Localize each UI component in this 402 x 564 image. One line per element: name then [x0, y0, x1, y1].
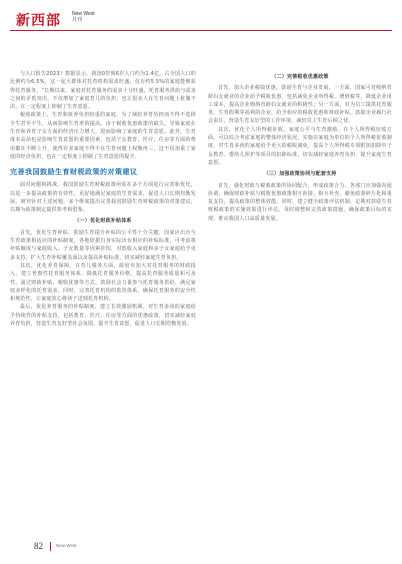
paragraph: 最后，优化养育服务的补贴制度，建立长效激励机制。对生育多孩的家庭给予持续性的补贴支持，包括教育、医疗、住房等方面的优惠政策，切实减轻家庭养育负担，营造生育友好型社会氛围，提升生育意愿，促进人口长期均衡发展。: [10, 304, 196, 328]
section-title: 完善我国鼓励生育财税政策的对策建议: [10, 168, 138, 177]
page-header: [0, 0, 402, 34]
paragraph: 首先，加大企业税收优惠，鼓励生育与企业发展。一方面，国家可对吸纳育龄妇女就业的企业给予税收优惠，包括减免企业所得税、增值税等，降低企业用工成本，提高企业吸纳育龄妇女就业的积极性；另一方面，对为员工提供托育服务、生育假期等福利的企业，给予相应的税收优惠和财政补贴，鼓励企业履行社会责任，营造生育友好型的工作环境，减轻员工生育后顾之忧。: [208, 85, 392, 125]
footer-divider: [50, 542, 51, 551]
subsection-title: （一）优化财政补贴体系: [74, 218, 132, 225]
logo-en-line2: 月刊: [72, 17, 83, 23]
subsection-title: （二）完善税收优惠政策: [271, 74, 329, 80]
footer-label: New West: [56, 543, 77, 548]
page-footer: [10, 540, 392, 554]
paragraph: 与人口报告2023》数据显示，我国0岁到6岁人口约为1.4亿，占全国人口的比例约为6.5%，这一庞大群体对托育机构需求旺盛，仅有约5.5%的家庭能够获得托育服务。“长期以来，家庭对托育服务的需求十分旺盛，托育服务供给与需求之间的矛盾突出，不仅增加了家庭育儿的负担，也让很多人在生育问题上犹豫不决，在一定程度上抑制了生育意愿。: [10, 71, 196, 111]
paragraph: 其次，优化养育保障。在育儿服务方面，政府应加大对托育服务的财政投入，建立普惠性托育服务体系，降低托育服务价格，提高托育服务质量和可及性。通过财政补贴、税收优惠等方式，鼓励社会力量参与托育服务供给，满足家庭多样化的托育需求。同时，完善托育机构的监管体系，确保托育服务的安全性和规范性，让家庭放心将孩子送到托育机构。: [10, 262, 196, 303]
left-column: [10, 70, 196, 328]
header-divider: [10, 30, 392, 31]
paragraph: 税收政策上，生育和抚养负担较重的家庭，为了减轻养育负担而不得不选择少生甚至不生，从而影响生育率的提高。由于税收优惠政策的缺失，导致家庭在生育和养育子女方面的经济压力增大，进而影响了家庭的生育意愿。此外，生育成本高昂也是影响生育意愿的重要因素，包括子女教育、医疗、住房等方面的费用都在不断上升，使得许多家庭不得不在生育问题上权衡再三，这不仅加重了家庭的经济负担，也在一定程度上抑制了生育意愿的提升。: [10, 112, 196, 160]
magazine-logo: 新西部: [16, 13, 61, 29]
subsection-title: （三）加强政策协同与配套支持: [263, 171, 337, 178]
page-number: 82: [34, 541, 43, 551]
logo-en-line1: New West: [72, 11, 95, 17]
paragraph: 其次，优化个人所得税征收。家庭公平与生育激励。在个人所得税征收方面，可以综合考虑家庭的整体经济状况，实施以家庭为单位的个人所得税征收制度，对生育多孩的家庭给予更大的税收减免，提高个人所得税专项附加扣除中子女教育、婴幼儿照护等项目的扣除标准，切实减轻家庭养育负担，提升家庭生育意愿。: [208, 126, 392, 166]
paragraph: 首先，优化生育补贴。鼓励生育提升补贴的公平性十分关键，国家应出台与生育政策相适应的补贴制度，各地依据自身实际出台相应的补贴标准，可考虑将补贴额度与家庭收入、子女数量等因素挂钩，对低收入家庭和多子女家庭给予更多支持，扩大生育补贴覆盖面以及提高补贴标准，切实减轻家庭生育负担。: [10, 229, 196, 261]
right-column: [208, 70, 392, 223]
paragraph: 面对问题和挑战，我国鼓励生育财税政策亟需在多个方面进行完善和优化，以进一步提高政策的有效性，更好地满足家庭的生育需求，促进人口长期均衡发展。研究针对上述问题，多个维度提出完善我国鼓励生育财税政策的对策建议，以期为政策制定提供参考和借鉴。: [10, 182, 196, 214]
paragraph: 首先，强化财政与税收政策的协同配合，形成政策合力。各部门应加强沟通协调，确保财政补贴与税收优惠政策相互衔接、相互补充，避免政策碎片化和重复支持，提高政策的整体效能。同时，建立健全政策评估机制，定期对鼓励生育财税政策的实施效果进行评估，及时调整和完善政策措施，确保政策目标的实现，推动我国人口高质量发展。: [208, 182, 392, 222]
magazine-logo-english: [72, 11, 95, 23]
